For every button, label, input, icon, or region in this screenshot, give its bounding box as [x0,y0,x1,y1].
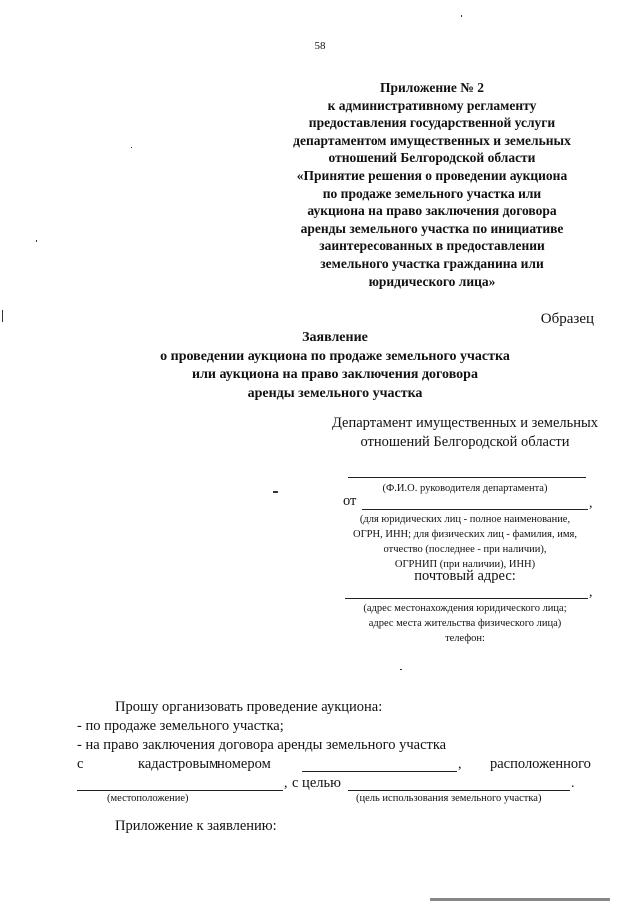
scan-artifact [400,669,402,670]
scan-artifact [430,898,610,901]
scan-artifact [273,491,278,493]
title-line: или аукциона на право заключения договора [192,367,478,382]
appendix-line: по продаже земельного участка или [322,185,542,201]
option-sale: - по продаже земельного участка; [77,718,284,734]
applicant-caption-line: отчество (последнее - при наличии), [383,544,547,555]
appendix-line: департаментом имущественных и земельных [293,132,571,148]
request-text: Прошу организовать проведение аукциона: [115,699,383,715]
location-caption: (местоположение) [107,793,189,804]
address-caption [330,601,600,631]
word-with: с [77,756,84,772]
appendix-line: юридического лица» [368,273,496,289]
period: . [571,776,575,791]
phone-label: телефон: [445,633,485,644]
option-lease: - на право заключения договора аренды земельного участка [77,737,447,753]
word-number: номером [217,756,271,772]
word-cadastral: кадастровым [138,756,219,772]
appendix-line: аренды земельного участка по инициативе [300,220,564,236]
title-line: Заявление [302,330,368,345]
head-name-field[interactable] [348,477,586,478]
application-title [100,329,570,403]
applicant-caption [330,512,600,572]
appendix-line: аукциона на право заключения договора [307,203,557,219]
scan-artifact [2,310,3,322]
from-label: от [343,493,357,509]
attachment-label: Приложение к заявлению: [115,818,277,834]
applicant-caption-line: ОГРНИП (при наличии), ИНН) [394,559,536,570]
title-line: о проведении аукциона по продаже земельного участка [160,348,510,364]
comma: , [589,585,593,600]
purpose-caption: (цель использования земельного участка) [356,793,542,804]
sample-label: Образец [540,311,594,327]
scan-artifact [461,15,462,17]
applicant-caption-line: ОГРН, ИНН; для физических лиц - фамилия, имя, [353,529,577,540]
comma: , [458,757,462,772]
address-caption-line: (адрес местонахождения юридического лица; [363,603,567,614]
applicant-field[interactable] [362,509,588,510]
purpose-label: с целью [292,775,341,791]
appendix-line: предоставления государственной услуги [308,115,556,131]
appendix-header [262,79,602,290]
appendix-line: «Принятие решения о проведении аукциона [296,167,568,183]
address-caption-line: адрес места жительства физического лица) [368,618,562,629]
head-caption: (Ф.И.О. руководителя департамента) [382,483,548,494]
applicant-caption-line: (для юридических лиц - полное наименование, [359,514,571,525]
title-line: аренды земельного участка [247,385,423,401]
cadastral-number-field[interactable] [302,771,457,772]
appendix-line: земельного участка гражданина или [320,255,544,271]
appendix-line: Приложение № 2 [380,80,484,95]
word-located: расположенного [490,756,591,772]
postal-address-field[interactable] [345,598,588,599]
page-number: 58 [314,40,326,52]
comma: , [589,496,593,511]
scan-artifact [131,147,132,148]
comma: , [284,776,288,791]
scan-artifact [36,240,37,242]
appendix-line: к административному регламенту [327,97,537,113]
appendix-line: заинтересованных в предоставлении [319,238,545,254]
addressee-department: Департамент имущественных и земельных отношений Белгородской области [331,415,599,450]
postal-address-label: почтовый адрес: [414,568,516,584]
appendix-line: отношений Белгородской области [328,150,536,166]
